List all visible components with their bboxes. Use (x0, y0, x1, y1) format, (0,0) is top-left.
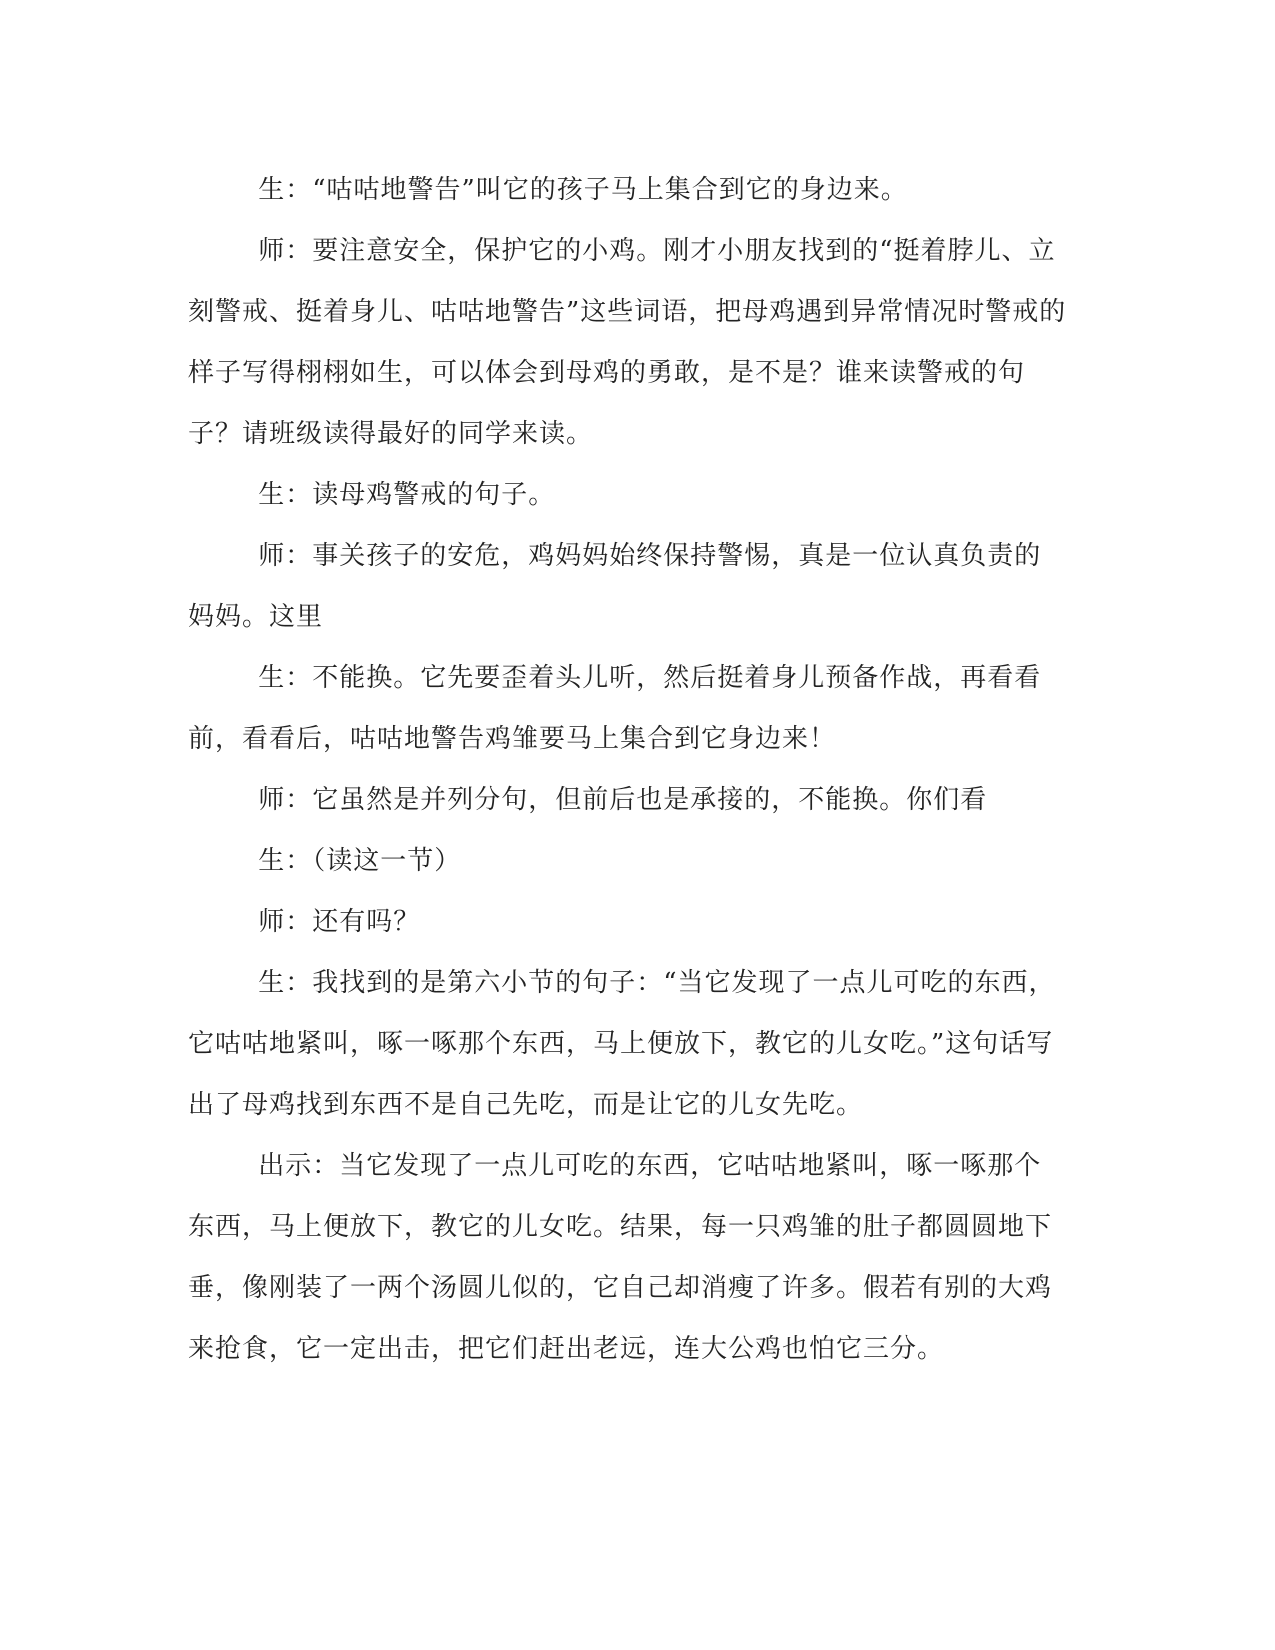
paragraph-student-reads-section: 生：（读这一节） (258, 846, 462, 876)
paragraph-teacher-anything-else: 师：还有吗？ (258, 907, 421, 937)
paragraph-student-sixth-section: 生：我找到的是第六小节的句子：“当它发现了一点儿可吃的东西，它咕咕地紧叫，啄一啄那个东西，马上便放下，教它的儿女吃。”这句话写出了母鸡找到东西不是自己先吃，而是让它的儿女先吃。 (188, 968, 1056, 1120)
paragraph-teacher-safety: 师：要注意安全，保护它的小鸡。刚才小朋友找到的“挺着脖儿、立刻警戒、挺着身儿、咕咕地警告”这些词语，把母鸡遇到异常情况时警戒的样子写得栩栩如生，可以体会到母鸡的勇敢，是不是？谁来读警戒的句子？请班级读得最好的同学来读。 (188, 236, 1067, 449)
paragraph-student-read-alert: 生：读母鸡警戒的句子。 (258, 480, 556, 510)
paragraph-teacher-vigilance: 师：事关孩子的安危，鸡妈妈始终保持警惕，真是一位认真负责的妈妈。这里 (188, 541, 1042, 632)
paragraph-student-warning: 生：“咕咕地警告”叫它的孩子马上集合到它的身边来。 (258, 175, 908, 205)
paragraph-display-excerpt: 出示：当它发现了一点儿可吃的东西，它咕咕地紧叫，啄一啄那个东西，马上便放下，教它的儿女吃。结果，每一只鸡雏的肚子都圆圆地下垂，像刚装了一两个汤圆儿似的，它自己却消瘦了许多。假若有别的大鸡来抢食，它一定出击，把它们赶出老远，连大公鸡也怕它三分。 (188, 1151, 1053, 1364)
paragraph-student-cannot-swap: 生：不能换。它先要歪着头儿听，然后挺着身儿预备作战，再看看前，看看后，咕咕地警告鸡雏要马上集合到它身边来！ (188, 663, 1042, 754)
paragraph-teacher-parallel: 师：它虽然是并列分句，但前后也是承接的，不能换。你们看 (258, 785, 988, 815)
document-body (188, 160, 1068, 1380)
